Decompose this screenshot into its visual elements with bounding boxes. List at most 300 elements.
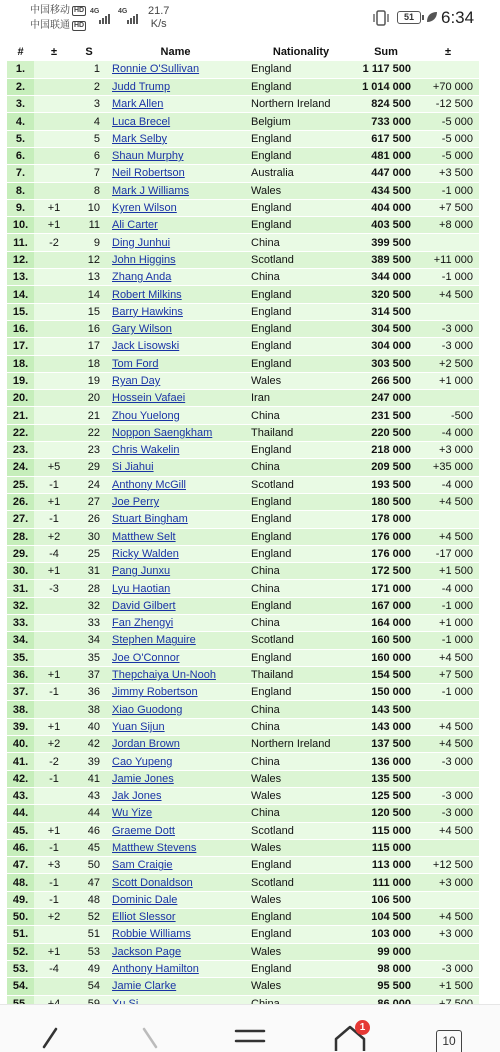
nationality-cell: England [247,442,355,459]
player-link[interactable]: Lyu Haotian [112,582,171,595]
rank-cell: 26. [7,493,34,510]
carrier-secondary: 中国联通 HD [30,20,85,31]
sum-cell: 154 500 [355,666,417,683]
movement-cell: +1 [34,217,74,234]
seed-cell: 7 [74,165,104,182]
table-row [7,926,479,943]
seed-cell: 29 [74,459,104,476]
rank-cell: 21. [7,407,34,424]
rank-cell: 16. [7,320,34,337]
movement-cell: +2 [34,736,74,753]
player-link[interactable]: David Gilbert [112,599,176,612]
sum-cell: 115 000 [355,839,417,856]
seed-cell: 17 [74,338,104,355]
movement-cell [34,597,74,614]
movement-cell: +1 [34,563,74,580]
movement-cell: -4 [34,960,74,977]
back-arrow-icon[interactable] [34,1017,70,1052]
change-cell: -5 000 [417,130,479,147]
player-link[interactable]: Robbie Williams [112,928,191,941]
nationality-cell: England [247,857,355,874]
table-row [7,493,479,510]
nationality-cell: Northern Ireland [247,96,355,113]
movement-cell: -1 [34,684,74,701]
seed-cell: 44 [74,805,104,822]
sum-cell: 178 000 [355,511,417,528]
player-link[interactable]: Ricky Walden [112,547,179,560]
seed-cell: 3 [74,96,104,113]
player-link[interactable]: Luca Brecel [112,115,171,128]
sum-cell: 180 500 [355,493,417,510]
player-link[interactable]: Stuart Bingham [112,513,188,526]
seed-cell: 6 [74,147,104,164]
change-cell: -3 000 [417,320,479,337]
sum-cell: 1 014 000 [355,78,417,95]
table-row [7,113,479,130]
player-link[interactable]: Hossein Vafaei [112,392,186,405]
player-name-cell [104,545,247,562]
player-link[interactable]: Kyren Wilson [112,202,177,215]
player-link[interactable]: Barry Hawkins [112,305,183,318]
change-cell: -1 000 [417,269,479,286]
player-name-cell [104,736,247,753]
player-name-cell [104,442,247,459]
ranking-table [7,43,479,1013]
player-name-cell [104,320,247,337]
table-row [7,407,479,424]
table-row [7,909,479,926]
movement-cell: -1 [34,770,74,787]
rank-cell: 1. [7,61,34,78]
network-type-1: 4G [90,8,100,15]
change-cell: +12 500 [417,857,479,874]
player-link[interactable]: Graeme Dott [112,824,175,837]
forward-arrow-icon[interactable] [132,1017,168,1052]
nationality-cell: China [247,615,355,632]
player-name-cell [104,424,247,441]
table-row [7,269,479,286]
column-header-nationality[interactable]: Nationality [247,43,355,61]
network-speed: 21.7 K/s [148,5,170,30]
player-link[interactable]: Jamie Jones [112,772,174,785]
change-cell: +2 500 [417,355,479,372]
movement-cell: -4 [34,545,74,562]
player-link[interactable]: Fan Zhengyi [112,617,174,630]
seed-cell: 46 [74,822,104,839]
change-cell [417,701,479,718]
movement-cell [34,303,74,320]
movement-cell: +1 [34,666,74,683]
table-row [7,476,479,493]
player-name-cell [104,926,247,943]
player-name-cell [104,960,247,977]
table-row [7,839,479,856]
player-link[interactable]: Jamie Clarke [112,980,177,993]
seed-cell: 27 [74,493,104,510]
seed-cell: 25 [74,545,104,562]
sum-cell: 824 500 [355,96,417,113]
rank-cell: 17. [7,338,34,355]
movement-cell [34,805,74,822]
rank-cell: 38. [7,701,34,718]
seed-cell: 42 [74,736,104,753]
nationality-cell: England [247,493,355,510]
player-link[interactable]: Neil Robertson [112,167,185,180]
movement-cell [34,442,74,459]
column-header-seed[interactable]: S [74,43,104,61]
nationality-cell: Northern Ireland [247,736,355,753]
nationality-cell: England [247,303,355,320]
rank-cell: 36. [7,666,34,683]
rank-cell: 20. [7,390,34,407]
table-row [7,251,479,268]
sum-cell: 209 500 [355,459,417,476]
player-link[interactable]: Ali Carter [112,219,158,232]
rank-cell: 31. [7,580,34,597]
nationality-cell: Iran [247,390,355,407]
status-bar [0,0,500,36]
table-row [7,684,479,701]
table-row [7,580,479,597]
sum-cell: 160 000 [355,649,417,666]
player-name-cell [104,182,247,199]
sum-cell: 143 500 [355,701,417,718]
table-row [7,978,479,995]
player-link[interactable]: Elliot Slessor [112,911,176,924]
player-link[interactable]: Chris Wakelin [112,444,180,457]
player-link[interactable]: Joe O'Connor [112,651,180,664]
change-cell: +35 000 [417,459,479,476]
table-row [7,943,479,960]
player-name-cell [104,147,247,164]
table-row [7,130,479,147]
change-cell: +4 500 [417,736,479,753]
player-link[interactable]: Noppon Saengkham [112,426,213,439]
table-row [7,822,479,839]
change-cell: -500 [417,407,479,424]
change-cell: -4 000 [417,424,479,441]
sum-cell: 164 000 [355,615,417,632]
rank-cell: 13. [7,269,34,286]
movement-cell [34,978,74,995]
player-name-cell [104,251,247,268]
seed-cell: 24 [74,476,104,493]
player-link[interactable]: Mark J Williams [112,184,189,197]
table-row [7,701,479,718]
nationality-cell: Australia [247,165,355,182]
table-row [7,355,479,372]
nationality-cell: Scotland [247,476,355,493]
seed-cell: 13 [74,269,104,286]
player-name-cell [104,234,247,251]
rank-cell: 40. [7,736,34,753]
change-cell [417,891,479,908]
movement-cell [34,182,74,199]
carrier-primary: 中国移动 HD [30,5,85,16]
rank-cell: 41. [7,753,34,770]
table-row [7,442,479,459]
movement-cell [34,165,74,182]
player-link[interactable]: Jack Lisowski [112,340,180,353]
player-link[interactable]: Thepchaiya Un-Nooh [112,669,216,682]
table-row [7,286,479,303]
player-link[interactable]: Anthony McGill [112,478,186,491]
player-link[interactable]: Judd Trump [112,80,171,93]
player-name-cell [104,355,247,372]
sum-cell: 104 500 [355,909,417,926]
player-name-cell [104,61,247,78]
player-name-cell [104,839,247,856]
rank-cell: 11. [7,234,34,251]
player-link[interactable]: Ryan Day [112,374,161,387]
sum-cell: 106 500 [355,891,417,908]
change-cell [417,770,479,787]
player-name-cell [104,511,247,528]
table-row [7,649,479,666]
change-cell: +1 000 [417,372,479,389]
change-cell: -3 000 [417,753,479,770]
player-name-cell [104,217,247,234]
change-cell [417,839,479,856]
column-header-rank[interactable]: # [7,43,34,61]
rank-cell: 32. [7,597,34,614]
column-header-movement[interactable]: ± [34,43,74,61]
sum-cell: 136 000 [355,753,417,770]
sum-cell: 404 000 [355,199,417,216]
change-cell: -17 000 [417,545,479,562]
change-cell: -1 000 [417,632,479,649]
change-cell: -1 000 [417,684,479,701]
change-cell [417,61,479,78]
player-name-cell [104,666,247,683]
clock: 6:34 [441,8,475,27]
sum-cell: 176 000 [355,528,417,545]
nationality-cell: Wales [247,372,355,389]
player-link[interactable]: Stephen Maguire [112,634,196,647]
nationality-cell: China [247,269,355,286]
player-name-cell [104,632,247,649]
nationality-cell: China [247,563,355,580]
player-name-cell [104,753,247,770]
player-link[interactable]: Gary Wilson [112,323,172,336]
rank-cell: 33. [7,615,34,632]
nationality-cell: China [247,805,355,822]
sum-cell: 344 000 [355,269,417,286]
rank-cell: 29. [7,545,34,562]
column-header-sum[interactable]: Sum [355,43,417,61]
player-name-cell [104,718,247,735]
player-link[interactable]: Jackson Page [112,945,182,958]
player-name-cell [104,113,247,130]
change-cell: +3 500 [417,165,479,182]
rank-cell: 49. [7,891,34,908]
player-link[interactable]: Si Jiahui [112,461,154,474]
change-cell: -3 000 [417,805,479,822]
rank-cell: 43. [7,787,34,804]
player-link[interactable]: Matthew Stevens [112,842,197,854]
player-link[interactable]: Robert Milkins [112,288,182,301]
movement-cell: +3 [34,857,74,874]
rank-cell: 28. [7,528,34,545]
seed-cell: 9 [74,234,104,251]
movement-cell: +5 [34,459,74,476]
sum-cell: 617 500 [355,130,417,147]
table-row [7,234,479,251]
sum-cell: 99 000 [355,943,417,960]
sum-cell: 218 000 [355,442,417,459]
rank-cell: 44. [7,805,34,822]
sum-cell: 113 000 [355,857,417,874]
seed-cell: 14 [74,286,104,303]
player-link[interactable]: Joe Perry [112,496,160,509]
nationality-cell: England [247,649,355,666]
player-link[interactable]: Ding Junhui [112,236,171,249]
movement-cell: -3 [34,580,74,597]
movement-cell [34,251,74,268]
signal-icon-2 [127,12,138,24]
table-row [7,303,479,320]
player-link[interactable]: Zhang Anda [112,271,172,284]
player-name-cell [104,130,247,147]
change-cell: +1 500 [417,978,479,995]
sum-cell: 115 000 [355,822,417,839]
nationality-cell: England [247,684,355,701]
menu-icon[interactable] [232,1017,268,1052]
player-link[interactable]: Mark Selby [112,132,168,145]
nationality-cell: Wales [247,839,355,856]
player-name-cell [104,822,247,839]
player-link[interactable]: Jimmy Robertson [112,686,198,699]
column-header-name[interactable]: Name [104,43,247,61]
change-cell: -3 000 [417,787,479,804]
nationality-cell: England [247,338,355,355]
table-row [7,805,479,822]
nationality-cell: Thailand [247,666,355,683]
player-name-cell [104,701,247,718]
seed-cell: 11 [74,217,104,234]
nationality-cell: China [247,459,355,476]
sum-cell: 434 500 [355,182,417,199]
rank-cell: 48. [7,874,34,891]
change-cell [417,234,479,251]
table-row [7,372,479,389]
seed-cell: 50 [74,857,104,874]
player-link[interactable]: Shaun Murphy [112,150,184,163]
rank-cell: 53. [7,960,34,977]
nationality-cell: England [247,528,355,545]
seed-cell: 32 [74,597,104,614]
tabs-count-button[interactable]: 10 [436,1030,462,1052]
seed-cell: 23 [74,442,104,459]
nationality-cell: China [247,718,355,735]
player-name-cell [104,615,247,632]
nationality-cell: Scotland [247,251,355,268]
player-link[interactable]: Zhou Yuelong [112,409,180,422]
sum-cell: 120 500 [355,805,417,822]
table-row [7,615,479,632]
movement-cell [34,407,74,424]
movement-cell [34,130,74,147]
player-link[interactable]: John Higgins [112,253,176,266]
sum-cell: 304 000 [355,338,417,355]
player-name-cell [104,978,247,995]
player-link[interactable]: Sam Craigie [112,859,173,872]
browser-bottom-bar [0,1004,500,1052]
battery-icon: 51 [397,11,421,24]
movement-cell: +1 [34,822,74,839]
player-link[interactable]: Wu Yize [112,807,153,820]
movement-cell: +1 [34,199,74,216]
signal-icon [99,12,110,24]
sum-cell: 111 000 [355,874,417,891]
nationality-cell: England [247,960,355,977]
sum-cell: 266 500 [355,372,417,389]
table-row [7,199,479,216]
player-name-cell [104,286,247,303]
player-link[interactable]: Jordan Brown [112,738,180,751]
player-link[interactable]: Yuan Sijun [112,720,165,733]
player-link[interactable]: Xiao Guodong [112,703,183,716]
change-cell [417,511,479,528]
player-link[interactable]: Scott Donaldson [112,876,193,889]
player-name-cell [104,891,247,908]
sum-cell: 143 000 [355,718,417,735]
rank-cell: 46. [7,839,34,856]
movement-cell: +1 [34,943,74,960]
player-link[interactable]: Pang Junxu [112,565,171,578]
player-name-cell [104,303,247,320]
seed-cell: 34 [74,632,104,649]
player-link[interactable]: Anthony Hamilton [112,963,199,976]
nationality-cell: England [247,320,355,337]
seed-cell: 35 [74,649,104,666]
player-name-cell [104,407,247,424]
seed-cell: 21 [74,407,104,424]
nationality-cell: Scotland [247,822,355,839]
rank-cell: 27. [7,511,34,528]
change-cell: +1 500 [417,563,479,580]
seed-cell: 30 [74,528,104,545]
player-name-cell [104,390,247,407]
seed-cell: 19 [74,372,104,389]
nationality-cell: China [247,753,355,770]
player-link[interactable]: Matthew Selt [112,530,176,543]
table-row [7,424,479,441]
player-link[interactable]: Ronnie O'Sullivan [112,63,200,76]
player-link[interactable]: Cao Yupeng [112,755,173,768]
player-link[interactable]: Tom Ford [112,357,159,370]
movement-cell [34,96,74,113]
column-header-change[interactable]: ± [417,43,479,61]
change-cell: -5 000 [417,147,479,164]
nationality-cell: Wales [247,943,355,960]
sum-cell: 314 500 [355,303,417,320]
movement-cell [34,372,74,389]
table-row [7,459,479,476]
sum-cell: 247 000 [355,390,417,407]
player-link[interactable]: Jak Jones [112,790,162,803]
movement-cell [34,320,74,337]
player-link[interactable]: Mark Allen [112,98,164,111]
table-row [7,147,479,164]
vibrate-icon [372,10,390,26]
player-link[interactable]: Dominic Dale [112,893,178,906]
player-name-cell [104,476,247,493]
rank-cell: 8. [7,182,34,199]
seed-cell: 48 [74,891,104,908]
table-row [7,61,479,78]
rank-cell: 23. [7,442,34,459]
